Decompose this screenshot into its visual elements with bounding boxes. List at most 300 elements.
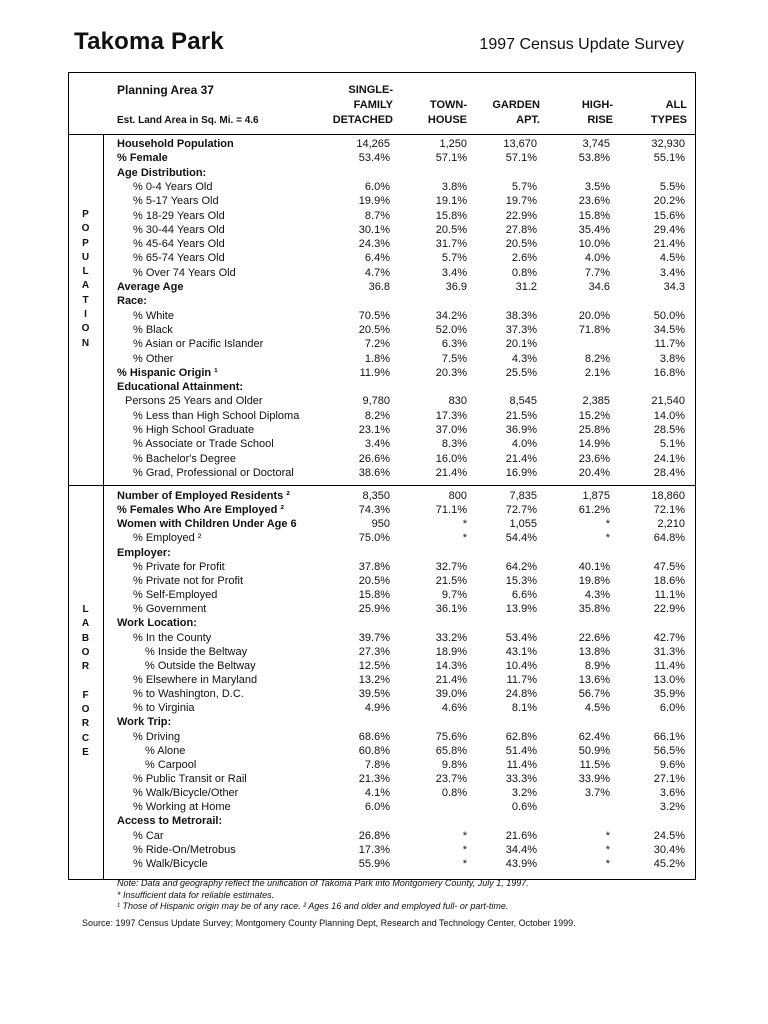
cell-value: 62.8% — [505, 730, 537, 743]
cell-value: 21.5% — [505, 409, 537, 422]
cell-value: 4.1% — [364, 787, 390, 800]
row-label: % Hispanic Origin ¹ — [117, 366, 218, 379]
table-row — [105, 814, 685, 828]
table-row — [105, 758, 685, 772]
cell-value: 2.1% — [584, 366, 610, 379]
cell-value: 13.6% — [578, 673, 610, 686]
note-footnotes: ¹ Those of Hispanic origin may be of any race. ² Ages 16 and older and employed full- or part-time. — [117, 901, 509, 911]
cell-value: 24.8% — [505, 688, 537, 701]
cell-value: 20.4% — [578, 466, 610, 479]
row-label: % Private not for Profit — [133, 574, 244, 587]
cell-value: 15.8% — [578, 209, 610, 222]
cell-value: 13.9% — [505, 603, 537, 616]
row-label: % Other — [133, 352, 174, 365]
cell-value: 65.8% — [435, 744, 467, 757]
cell-value: 72.7% — [505, 504, 537, 517]
cell-value: 830 — [448, 395, 467, 408]
table-row — [105, 323, 685, 337]
column-header: RISE — [587, 114, 613, 126]
cell-value: 6.3% — [441, 338, 467, 351]
cell-value: 25.5% — [505, 366, 537, 379]
cell-value: 9,780 — [362, 395, 390, 408]
cell-value: 57.1% — [505, 152, 537, 165]
cell-value: 21.5% — [435, 574, 467, 587]
cell-value: 19.8% — [578, 574, 610, 587]
cell-value: 5.7% — [441, 252, 467, 265]
cell-value: 11.9% — [359, 366, 390, 379]
side-letter: A — [81, 618, 90, 630]
cell-value: 29.4% — [653, 223, 685, 236]
column-header: APT. — [516, 114, 540, 126]
cell-value: 27.1% — [653, 773, 685, 785]
cell-value: 37.0% — [435, 424, 467, 436]
cell-value: 1.8% — [364, 352, 390, 365]
land-area-label: Est. Land Area in Sq. Mi. = 4.6 — [117, 115, 259, 126]
table-row — [105, 194, 685, 208]
cell-value: * — [462, 518, 467, 531]
cell-value: 53.8% — [578, 152, 610, 165]
cell-value: 18.6% — [653, 574, 685, 587]
cell-value: 43.1% — [505, 645, 537, 658]
cell-value: 56.5% — [653, 744, 685, 757]
table-row — [105, 715, 685, 729]
column-header: FAMILY — [353, 99, 393, 111]
cell-value: 11.5% — [579, 758, 610, 771]
row-label: % Less than High School Diploma — [133, 409, 300, 422]
cell-value: 30.4% — [653, 843, 685, 856]
cell-value: 5.7% — [511, 180, 537, 193]
cell-value: 16.8% — [653, 366, 685, 379]
cell-value: 1,250 — [439, 138, 467, 150]
cell-value: 6.0% — [659, 702, 685, 715]
cell-value: 20.5% — [435, 223, 467, 236]
cell-value: 21,540 — [651, 395, 685, 408]
side-letter: T — [82, 294, 89, 306]
table-row — [105, 352, 685, 366]
cell-value: 2,385 — [582, 395, 610, 408]
table-row — [105, 380, 685, 394]
cell-value: * — [462, 843, 467, 856]
cell-value: 4.6% — [441, 702, 467, 715]
table-row — [105, 423, 685, 437]
cell-value: 22.9% — [653, 603, 685, 616]
row-label: % Walk/Bicycle/Other — [133, 787, 239, 800]
cell-value: 23.7% — [435, 773, 467, 785]
side-letter: O — [81, 323, 90, 335]
row-label: % Working at Home — [133, 801, 231, 814]
cell-value: 38.3% — [505, 309, 537, 322]
cell-value: 19.1% — [435, 195, 467, 208]
column-header: GARDEN — [492, 99, 540, 111]
cell-value: 4.3% — [584, 589, 610, 602]
side-letter: P — [82, 209, 89, 220]
row-label: % Self-Employed — [133, 589, 218, 602]
row-label: % 0-4 Years Old — [133, 180, 213, 193]
cell-value: 43.9% — [505, 857, 537, 870]
cell-value: 74.3% — [358, 504, 390, 517]
cell-value: 13.0% — [653, 673, 685, 686]
cell-value: 3.8% — [659, 352, 685, 365]
cell-value: 35.8% — [578, 603, 610, 616]
cell-value: 3.4% — [364, 438, 390, 451]
cell-value: 38.6% — [358, 466, 390, 479]
cell-value: 3.8% — [441, 180, 467, 193]
table-row — [105, 631, 685, 645]
cell-value: 8.7% — [364, 209, 390, 222]
side-letter: R — [81, 661, 90, 673]
note-insufficient: * Insufficient data for reliable estimates. — [117, 890, 275, 900]
row-label: % Carpool — [145, 758, 197, 771]
cell-value: 61.2% — [578, 504, 610, 517]
row-label: % Walk/Bicycle — [133, 857, 208, 870]
cell-value: 4.0% — [511, 438, 537, 451]
row-label: Persons 25 Years and Older — [125, 395, 263, 408]
cell-value: 17.3% — [435, 409, 467, 422]
cell-value: 23.6% — [578, 452, 610, 465]
cell-value: 7.7% — [584, 266, 610, 279]
table-row — [105, 266, 685, 280]
side-letter: N — [81, 337, 90, 349]
row-label: % Government — [133, 603, 207, 616]
cell-value: 33.9% — [578, 773, 610, 785]
table-row — [105, 659, 685, 673]
cell-value: 53.4% — [505, 631, 537, 644]
table-row — [105, 517, 685, 531]
cell-value: 37.8% — [358, 560, 390, 573]
cell-value: 12.5% — [358, 659, 390, 672]
cell-value: 52.0% — [435, 323, 467, 336]
page-subtitle: 1997 Census Update Survey — [479, 36, 684, 53]
row-label: Race: — [117, 295, 147, 308]
page-title: Takoma Park — [74, 28, 224, 55]
cell-value: 0.8% — [441, 787, 467, 800]
row-label: % Inside the Beltway — [145, 645, 248, 658]
row-label: Work Location: — [117, 617, 197, 630]
header-divider — [68, 134, 696, 135]
cell-value: 34.6 — [588, 281, 610, 293]
table-row — [105, 209, 685, 223]
table-row — [105, 786, 685, 800]
cell-value: 34.4% — [505, 843, 537, 856]
table-row — [105, 701, 685, 715]
table-row — [105, 843, 685, 857]
table-row — [105, 857, 685, 871]
row-label: % Employed ² — [133, 532, 202, 545]
cell-value: 53.4% — [358, 152, 390, 165]
row-label: % In the County — [133, 631, 212, 644]
cell-value: 8.2% — [584, 352, 610, 365]
table-row — [105, 437, 685, 451]
cell-value: 11.4% — [654, 659, 685, 672]
cell-value: 64.2% — [505, 560, 537, 573]
cell-value: 18.9% — [435, 645, 467, 658]
table-row — [105, 394, 685, 408]
cell-value: 6.0% — [364, 180, 390, 193]
table-row — [105, 673, 685, 687]
row-label: % Over 74 Years Old — [133, 266, 236, 279]
cell-value: 950 — [371, 518, 390, 531]
cell-value: 6.6% — [511, 589, 537, 602]
row-label: Access to Metrorail: — [117, 815, 223, 828]
side-label-divider — [103, 134, 104, 880]
cell-value: 20.0% — [578, 309, 610, 322]
cell-value: 8.3% — [441, 438, 467, 451]
table-row — [105, 560, 685, 574]
cell-value: 14.3% — [435, 659, 467, 672]
cell-value: 13.8% — [578, 645, 610, 658]
cell-value: 3.2% — [511, 787, 537, 800]
cell-value: 34.5% — [653, 323, 685, 336]
table-row — [105, 531, 685, 545]
cell-value: 28.5% — [653, 424, 685, 436]
row-label: Educational Attainment: — [117, 381, 244, 394]
side-letter: P — [82, 237, 89, 249]
cell-value: 11.1% — [654, 589, 685, 602]
side-letter: O — [81, 646, 90, 658]
side-letter: L — [82, 604, 89, 615]
cell-value: 8.1% — [511, 702, 537, 715]
row-label: % Grad, Professional or Doctoral — [133, 466, 294, 479]
cell-value: 34.2% — [435, 309, 467, 322]
section-divider — [68, 485, 696, 486]
side-label-population — [68, 208, 103, 351]
row-label: % Associate or Trade School — [133, 438, 274, 451]
cell-value: 72.1% — [653, 504, 685, 517]
cell-value: 24.5% — [653, 829, 685, 842]
table-row — [105, 772, 685, 786]
cell-value: 64.8% — [653, 532, 685, 545]
cell-value: 14,265 — [356, 138, 390, 150]
cell-value: 4.9% — [364, 702, 390, 715]
cell-value: 4.7% — [364, 266, 390, 279]
cell-value: 800 — [448, 490, 467, 502]
cell-value: 21.4% — [435, 673, 467, 686]
cell-value: 42.7% — [653, 631, 685, 644]
cell-value: 26.8% — [358, 829, 390, 842]
cell-value: 55.1% — [653, 152, 685, 165]
table-row — [105, 574, 685, 588]
column-header: DETACHED — [332, 114, 393, 126]
cell-value: 71.8% — [578, 323, 610, 336]
cell-value: 0.8% — [511, 266, 537, 279]
row-label: Women with Children Under Age 6 — [117, 518, 297, 531]
column-header: HOUSE — [427, 114, 467, 126]
row-label: Household Population — [117, 138, 234, 150]
cell-value: 39.7% — [358, 631, 390, 644]
table-row — [105, 452, 685, 466]
planning-area-label: Planning Area 37 — [117, 83, 214, 97]
cell-value: 54.4% — [505, 532, 537, 545]
table-row — [105, 409, 685, 423]
cell-value: 60.8% — [358, 744, 390, 757]
cell-value: 9.8% — [441, 758, 467, 771]
cell-value: 0.6% — [511, 801, 537, 814]
cell-value: 20.2% — [653, 195, 685, 208]
cell-value: 22.6% — [578, 631, 610, 644]
cell-value: 8.2% — [364, 409, 390, 422]
cell-value: 13.2% — [358, 673, 390, 686]
row-label: % Private for Profit — [133, 560, 225, 573]
cell-value: 57.1% — [435, 152, 467, 165]
cell-value: 36.9 — [445, 281, 467, 293]
cell-value: 22.9% — [505, 209, 537, 222]
cell-value: 33.2% — [435, 631, 467, 644]
cell-value: 3.7% — [584, 787, 610, 800]
cell-value: 6.4% — [364, 252, 390, 265]
cell-value: 24.1% — [653, 452, 685, 465]
cell-value: 3.4% — [441, 266, 467, 279]
cell-value: 21.6% — [505, 829, 537, 842]
cell-value: 1,875 — [582, 490, 610, 502]
table-row — [105, 366, 685, 380]
column-header: TYPES — [650, 114, 687, 126]
cell-value: 25.8% — [578, 424, 610, 436]
cell-value: 4.5% — [584, 702, 610, 715]
table-row — [105, 546, 685, 560]
cell-value: 71.1% — [435, 504, 467, 517]
row-label: % Ride-On/Metrobus — [133, 843, 236, 856]
cell-value: 68.6% — [358, 730, 390, 743]
table-row — [105, 180, 685, 194]
table-row — [105, 616, 685, 630]
side-letter: L — [82, 266, 89, 278]
table-row — [105, 280, 685, 294]
cell-value: 40.1% — [578, 560, 610, 573]
cell-value: 26.6% — [358, 452, 390, 465]
cell-value: * — [462, 857, 467, 870]
side-letter: F — [82, 689, 89, 701]
cell-value: 39.0% — [435, 688, 467, 701]
cell-value: 20.3% — [435, 366, 467, 379]
cell-value: 8,350 — [362, 490, 390, 502]
cell-value: * — [605, 532, 610, 545]
row-label: Age Distribution: — [117, 166, 207, 179]
cell-value: 35.4% — [578, 223, 610, 236]
cell-value: 11.7% — [506, 673, 537, 686]
cell-value: 7.2% — [364, 338, 390, 351]
cell-value: 15.3% — [505, 574, 537, 587]
cell-value: 1,055 — [509, 518, 537, 531]
table-row — [105, 237, 685, 251]
table-row — [105, 151, 685, 165]
cell-value: * — [462, 532, 467, 545]
cell-value: 62.4% — [578, 730, 610, 743]
cell-value: 4.5% — [659, 252, 685, 265]
cell-value: 21.4% — [435, 466, 467, 479]
side-label-labor-force — [68, 603, 103, 760]
cell-value: 50.9% — [578, 744, 610, 757]
cell-value: 17.3% — [358, 843, 390, 856]
row-label: % Black — [133, 323, 173, 336]
cell-value: 4.0% — [584, 252, 610, 265]
column-header: HIGH- — [581, 99, 613, 111]
table-row — [105, 309, 685, 323]
table-row — [105, 251, 685, 265]
cell-value: 27.3% — [358, 645, 390, 658]
cell-value: 16.0% — [435, 452, 467, 465]
row-label: % 30-44 Years Old — [133, 223, 225, 236]
cell-value: 8.9% — [584, 659, 610, 672]
table-row — [105, 730, 685, 744]
cell-value: 20.5% — [358, 574, 390, 587]
row-label: Employer: — [117, 546, 171, 559]
table-row — [105, 744, 685, 758]
cell-value: 32,930 — [651, 138, 685, 150]
cell-value: 21.3% — [358, 773, 390, 785]
row-label: % 18-29 Years Old — [133, 209, 225, 222]
table-row — [105, 137, 685, 151]
side-letter: O — [81, 223, 90, 235]
cell-value: 15.6% — [653, 209, 685, 222]
cell-value: 31.7% — [435, 238, 467, 251]
cell-value: 31.3% — [653, 645, 685, 658]
cell-value: 23.1% — [358, 424, 390, 436]
cell-value: 4.3% — [511, 352, 537, 365]
cell-value: 7.5% — [441, 352, 467, 365]
cell-value: 14.9% — [578, 438, 610, 451]
cell-value: 70.5% — [358, 309, 390, 322]
row-label: % Asian or Pacific Islander — [133, 338, 264, 351]
row-label: % Female — [117, 152, 168, 165]
cell-value: 2,210 — [657, 518, 685, 531]
cell-value: 47.5% — [653, 560, 685, 573]
cell-value: * — [605, 518, 610, 531]
cell-value: 7.8% — [364, 758, 390, 771]
cell-value: 5.5% — [659, 180, 685, 193]
table-row — [105, 223, 685, 237]
cell-value: 35.9% — [653, 688, 685, 701]
cell-value: 34.3 — [663, 281, 685, 293]
cell-value: 75.0% — [358, 532, 390, 545]
cell-value: 24.3% — [358, 238, 390, 251]
row-label: % High School Graduate — [133, 424, 255, 436]
cell-value: 39.5% — [358, 688, 390, 701]
table-row — [105, 337, 685, 351]
table-row — [105, 800, 685, 814]
column-header: ALL — [665, 99, 687, 111]
row-label: % to Washington, D.C. — [133, 688, 244, 701]
cell-value: 20.5% — [505, 238, 537, 251]
cell-value: 55.9% — [358, 857, 390, 870]
cell-value: 7,835 — [509, 490, 537, 502]
table-row — [105, 489, 685, 503]
cell-value: 5.1% — [659, 438, 685, 451]
row-label: % 45-64 Years Old — [133, 238, 225, 251]
cell-value: 56.7% — [578, 688, 610, 701]
row-label: % to Virginia — [133, 702, 195, 715]
table-row — [105, 466, 685, 480]
cell-value: 36.9% — [505, 424, 537, 436]
row-label: % Driving — [133, 730, 181, 743]
cell-value: 3.5% — [584, 180, 610, 193]
cell-value: 9.7% — [441, 589, 467, 602]
cell-value: 32.7% — [435, 560, 467, 573]
side-letter: C — [81, 732, 90, 744]
cell-value: 33.3% — [505, 773, 537, 785]
cell-value: 45.2% — [653, 857, 685, 870]
cell-value: 19.7% — [505, 195, 537, 208]
side-letter: R — [81, 718, 90, 730]
cell-value: 9.6% — [659, 758, 685, 771]
cell-value: 28.4% — [653, 466, 685, 479]
row-label: % Females Who Are Employed ² — [117, 504, 285, 517]
cell-value: 31.2 — [515, 281, 537, 293]
cell-value: 27.8% — [505, 223, 537, 236]
row-label: % Elsewhere in Maryland — [133, 673, 258, 686]
cell-value: 16.9% — [505, 466, 537, 479]
side-letter: O — [81, 704, 90, 716]
table-row — [105, 588, 685, 602]
